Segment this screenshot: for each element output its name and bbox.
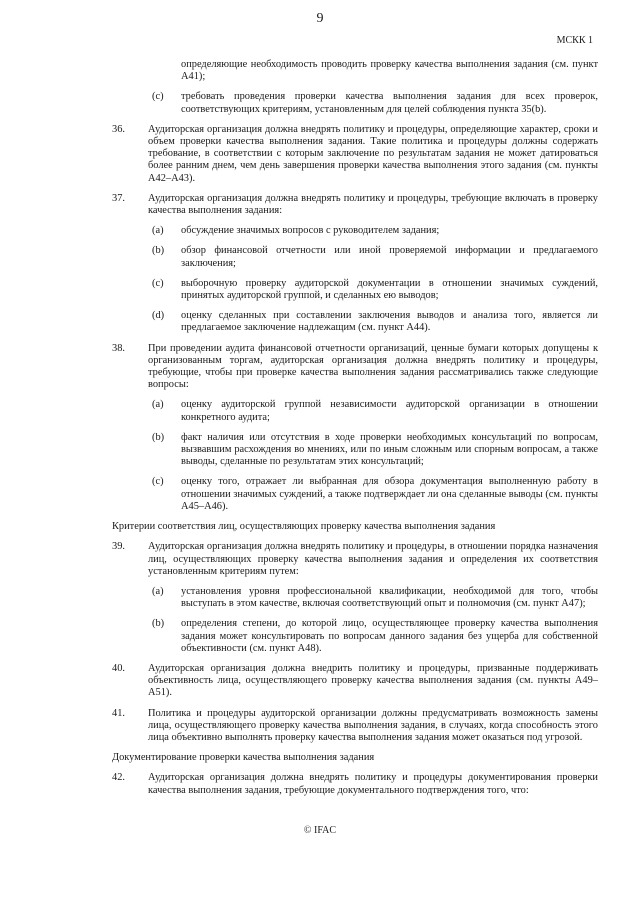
page-number: 9 [316,11,324,26]
item-label: (c) [152,476,164,488]
item-label: (a) [152,585,164,597]
list-item [112,586,598,610]
section-heading: Документирование проверки качества выполнения задания [112,752,375,764]
item-text: определения степени, до которой лицо, осуществляющее проверку качества выполнения задания может консультировать по вопросам данного задания без ущерба для собственной объективности (см. пункт A48). [181,618,598,654]
item-text: требовать проведения проверки качества выполнения задания для всех проверок, соответствующих критериям, установленным для целей соблюдения пункта 35(b). [181,91,598,115]
list-item [112,618,598,655]
paragraph-number: 36. [112,123,125,135]
item-label: (a) [152,399,164,411]
item-label: (d) [152,310,165,322]
paragraph-text: Аудиторская организация должна внедрять политику и процедуры, определяющие характер, сроки и объем проверки качества выполнения задания. Такие политика и процедуры должны содержать требование, в соответствии с которым заключение по результатам задания не может датироваться более ранним днем, чем день завершения проверки качества выполнения этого задания (см. пункты A42–A43). [148,123,598,184]
document-body [112,59,598,805]
copyright-footer: © IFAC [303,825,337,836]
section-heading: Критерии соответствия лиц, осуществляющих проверку качества выполнения задания [112,521,496,533]
paragraph-41 [112,708,598,745]
paragraph-text: Аудиторская организация должна внедрить политику и процедуры, призванные поддерживать объективность лица, осуществляющего проверку качества выполнения задания (см. пункты A49–A51). [148,662,598,699]
item-text: факт наличия или отсутствия в ходе проверки необходимых консультаций по вопросам, вызвавшим расхождения во мнениях, или по иным сложным или спорным вопросам, а также выводы, сделанные по результатам этих консультаций; [181,431,598,468]
paragraph-text: При проведении аудита финансовой отчетности организаций, ценные бумаги которых допущены к организованным торгам, аудиторская организация должна внедрять политику и процедуры, требующие, чтобы при проверке качества выполнения задания рассматривались также следующие вопросы: [148,342,598,391]
paragraph-42 [112,772,598,796]
list-item [112,399,598,423]
item-text: оценку того, отражает ли выбранная для обзора документация выполненную работу в отношении значимых суждений, а также подтверждает ли она сделанные выводы (см. пункты A45–A46). [181,476,598,512]
item-label: (b) [152,431,165,443]
item-label: (c) [152,277,164,289]
item-text: обзор финансовой отчетности или иной проверяемой информации и предлагаемого заключения; [181,245,598,269]
paragraph-37 [112,193,598,217]
item-label: (b) [152,618,165,630]
paragraph-40 [112,663,598,700]
paragraph-number: 37. [112,192,125,204]
item-text: выборочную проверку аудиторской документации в отношении значимых суждений, принятых аудиторской группой, и сделанных ею выводов; [181,277,598,302]
paragraph-text: Аудиторская организация должна внедрять политику и процедуры, в отношении порядка назначения лиц, осуществляющих проверку качества выполнения задания и определения их соответствия установленным критериям путем: [148,541,598,577]
list-item [112,225,598,237]
paragraph-number: 41. [112,707,125,719]
item-label: (b) [152,245,165,257]
item-text: оценку аудиторской группой независимости аудиторской организации в отношении конкретного аудита; [181,399,598,423]
item-label: (a) [152,225,164,237]
paragraph-number: 39. [112,541,125,553]
paragraph-text: Аудиторская организация должна внедрять политику и процедуры документирования проверки качества выполнения задания, требующие документального подтверждения того, что: [148,772,598,796]
paragraph-38 [112,343,598,392]
list-item [112,432,598,469]
item-text: установления уровня профессиональной квалификации, необходимой для того, чтобы выступать в этом качестве, включая соответствующий опыт и полномочия (см. пункт A47); [181,585,598,610]
paragraph-text: Политика и процедуры аудиторской организации должны предусматривать возможность замены лица, осуществляющего проверку качества выполнения задания, в случаях, когда способность этого лица объективно выполнять проверку качества выполнения задания может оказаться под угрозой. [148,707,598,743]
list-item [112,91,598,115]
continued-text: определяющие необходимость проводить проверку качества выполнения задания (см. пункт A41); [181,59,598,83]
item-label: (c) [152,91,164,103]
list-item [112,245,598,269]
paragraph-39 [112,541,598,578]
paragraph-number: 40. [112,662,125,674]
paragraph-number: 38. [112,342,125,354]
list-item [112,278,598,302]
list-item [112,310,598,334]
paragraph-text: Аудиторская организация должна внедрять политику и процедуры, требующие включать в проверку качества выполнения задания: [148,192,598,217]
list-item [112,476,598,513]
item-text: обсуждение значимых вопросов с руководителем задания; [181,225,440,237]
item-text: оценку сделанных при составлении заключения выводов и анализа того, является ли предлагаемое заключение надлежащим (см. пункт A44). [181,310,598,334]
document-code: МСКК 1 [556,35,593,46]
paragraph-36 [112,124,598,185]
paragraph-number: 42. [112,772,125,784]
